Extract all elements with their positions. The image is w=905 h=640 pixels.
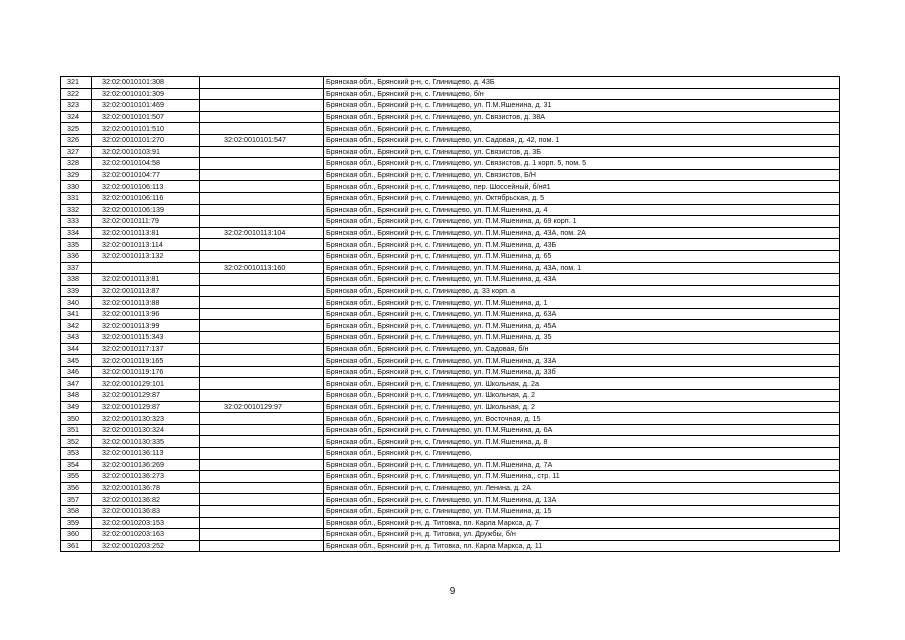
table-row xyxy=(61,181,840,193)
table-row xyxy=(61,332,840,344)
cadastral-number-cell: 32:02:0010136:78 xyxy=(92,482,200,494)
cadastral-number-cell: 32:02:0010104:58 xyxy=(92,158,200,170)
address-cell: Брянская обл., Брянский р-н, с. Глинищево, ул. Школьная, д. 2 xyxy=(324,401,840,413)
previous-number-cell xyxy=(200,285,324,297)
previous-number-cell xyxy=(200,529,324,541)
address-cell: Брянская обл., Брянский р-н, д. Титовка, ул. Дружбы, б/н xyxy=(324,529,840,541)
row-number-cell: 345 xyxy=(61,355,92,367)
row-number-cell: 329 xyxy=(61,169,92,181)
cadastral-number-cell: 32:02:0010130:335 xyxy=(92,436,200,448)
row-number-cell: 338 xyxy=(61,274,92,286)
address-cell: Брянская обл., Брянский р-н, с. Глинищево, ул. П.М.Яшенина, д. 4 xyxy=(324,204,840,216)
row-number-cell: 322 xyxy=(61,88,92,100)
row-number-cell: 330 xyxy=(61,181,92,193)
previous-number-cell xyxy=(200,123,324,135)
cadastral-number-cell: 32:02:0010113:81 xyxy=(92,227,200,239)
table-row xyxy=(61,146,840,158)
table-row xyxy=(61,505,840,517)
table-row xyxy=(61,274,840,286)
address-cell: Брянская обл., Брянский р-н, с. Глинищево, ул. П.М.Яшенина, д. 69 корп. 1 xyxy=(324,216,840,228)
previous-number-cell xyxy=(200,413,324,425)
address-cell: Брянская обл., Брянский р-н, с. Глинищево, ул. П.М.Яшенина, д. 33А xyxy=(324,355,840,367)
previous-number-cell: 32:02:0010101:547 xyxy=(200,134,324,146)
address-cell: Брянская обл., Брянский р-н, с. Глинищево, б/н xyxy=(324,88,840,100)
previous-number-cell xyxy=(200,111,324,123)
table-row xyxy=(61,285,840,297)
cadastral-number-cell: 32:02:0010115:343 xyxy=(92,332,200,344)
row-number-cell: 350 xyxy=(61,413,92,425)
table-row xyxy=(61,239,840,251)
cadastral-number-cell: 32:02:0010113:87 xyxy=(92,285,200,297)
cadastral-number-cell: 32:02:0010129:87 xyxy=(92,390,200,402)
property-table xyxy=(60,76,840,552)
address-cell: Брянская обл., Брянский р-н, с. Глинищево, ул. П.М.Яшенина, д. 43А xyxy=(324,274,840,286)
address-cell: Брянская обл., Брянский р-н, с. Глинищево, ул. Октябрьская, д. 5 xyxy=(324,192,840,204)
previous-number-cell: 32:02:0010113:104 xyxy=(200,227,324,239)
cadastral-number-cell: 32:02:0010129:87 xyxy=(92,401,200,413)
address-cell: Брянская обл., Брянский р-н, с. Глинищево, ул. Связистов, Б/Н xyxy=(324,169,840,181)
table-row xyxy=(61,482,840,494)
cadastral-number-cell: 32:02:0010136:269 xyxy=(92,459,200,471)
row-number-cell: 343 xyxy=(61,332,92,344)
row-number-cell: 357 xyxy=(61,494,92,506)
previous-number-cell xyxy=(200,436,324,448)
table-row xyxy=(61,77,840,89)
row-number-cell: 335 xyxy=(61,239,92,251)
table-row xyxy=(61,494,840,506)
table-row xyxy=(61,169,840,181)
previous-number-cell xyxy=(200,297,324,309)
previous-number-cell xyxy=(200,482,324,494)
table-row xyxy=(61,401,840,413)
cadastral-number-cell: 32:02:0010113:88 xyxy=(92,297,200,309)
cadastral-number-cell: 32:02:0010104:77 xyxy=(92,169,200,181)
table-row xyxy=(61,471,840,483)
previous-number-cell xyxy=(200,471,324,483)
address-cell: Брянская обл., Брянский р-н, с. Глинищево, ул. П.М.Яшенина, д. 31 xyxy=(324,100,840,112)
previous-number-cell xyxy=(200,77,324,89)
address-cell: Брянская обл., Брянский р-н, с. Глинищево, ул. Школьная, д. 2 xyxy=(324,390,840,402)
address-cell: Брянская обл., Брянский р-н, с. Глинищево, ул. П.М.Яшенина, д. 35 xyxy=(324,332,840,344)
cadastral-number-cell: 32:02:0010106:113 xyxy=(92,181,200,193)
table-row xyxy=(61,111,840,123)
row-number-cell: 337 xyxy=(61,262,92,274)
row-number-cell: 332 xyxy=(61,204,92,216)
previous-number-cell xyxy=(200,204,324,216)
address-cell: Брянская обл., Брянский р-н, с. Глинищево, ул. П.М.Яшенина, д. 6А xyxy=(324,424,840,436)
address-cell: Брянская обл., Брянский р-н, с. Глинищево, xyxy=(324,123,840,135)
address-cell: Брянская обл., Брянский р-н, с. Глинищево, ул. П.М.Яшенина, д. 43Б xyxy=(324,239,840,251)
address-cell: Брянская обл., Брянский р-н, с. Глинищево, xyxy=(324,448,840,460)
previous-number-cell xyxy=(200,390,324,402)
table-row xyxy=(61,448,840,460)
row-number-cell: 359 xyxy=(61,517,92,529)
previous-number-cell xyxy=(200,517,324,529)
row-number-cell: 339 xyxy=(61,285,92,297)
previous-number-cell xyxy=(200,448,324,460)
cadastral-number-cell xyxy=(92,262,200,274)
previous-number-cell xyxy=(200,494,324,506)
row-number-cell: 323 xyxy=(61,100,92,112)
row-number-cell: 341 xyxy=(61,308,92,320)
previous-number-cell xyxy=(200,274,324,286)
address-cell: Брянская обл., Брянский р-н, д. Титовка, пл. Карла Маркса, д. 7 xyxy=(324,517,840,529)
row-number-cell: 340 xyxy=(61,297,92,309)
table-row xyxy=(61,320,840,332)
address-cell: Брянская обл., Брянский р-н, с. Глинищево, ул. П.М.Яшенина, д. 8 xyxy=(324,436,840,448)
address-cell: Брянская обл., Брянский р-н, с. Глинищево, ул. Садовая, б/н xyxy=(324,343,840,355)
table-row xyxy=(61,540,840,552)
table-row xyxy=(61,343,840,355)
previous-number-cell xyxy=(200,343,324,355)
address-cell: Брянская обл., Брянский р-н, с. Глинищево, ул. П.М.Яшенина, д. 43А, пом. 2А xyxy=(324,227,840,239)
cadastral-number-cell: 32:02:0010103:91 xyxy=(92,146,200,158)
previous-number-cell xyxy=(200,366,324,378)
address-cell: Брянская обл., Брянский р-н, с. Глинищево, ул. Связистов, д. 1 корп. 5, пом. 5 xyxy=(324,158,840,170)
table-row xyxy=(61,459,840,471)
cadastral-number-cell: 32:02:0010113:99 xyxy=(92,320,200,332)
table-row xyxy=(61,413,840,425)
previous-number-cell xyxy=(200,459,324,471)
row-number-cell: 352 xyxy=(61,436,92,448)
address-cell: Брянская обл., Брянский р-н, с. Глинищево, ул. П.М.Яшенина, д. 45А xyxy=(324,320,840,332)
address-cell: Брянская обл., Брянский р-н, с. Глинищево, ул. Садовая, д. 42, пом. 1 xyxy=(324,134,840,146)
row-number-cell: 361 xyxy=(61,540,92,552)
row-number-cell: 342 xyxy=(61,320,92,332)
row-number-cell: 346 xyxy=(61,366,92,378)
row-number-cell: 324 xyxy=(61,111,92,123)
table-row xyxy=(61,227,840,239)
previous-number-cell xyxy=(200,250,324,262)
previous-number-cell xyxy=(200,355,324,367)
row-number-cell: 326 xyxy=(61,134,92,146)
table-row xyxy=(61,192,840,204)
address-cell: Брянская обл., Брянский р-н, с. Глинищево, ул. Связистов, д. 38А xyxy=(324,111,840,123)
cadastral-number-cell: 32:02:0010101:507 xyxy=(92,111,200,123)
previous-number-cell xyxy=(200,505,324,517)
table-body xyxy=(61,77,840,552)
cadastral-number-cell: 32:02:0010136:83 xyxy=(92,505,200,517)
cadastral-number-cell: 32:02:0010113:114 xyxy=(92,239,200,251)
address-cell: Брянская обл., Брянский р-н, с. Глинищево, ул. Школьная, д. 2а xyxy=(324,378,840,390)
table-row xyxy=(61,297,840,309)
previous-number-cell xyxy=(200,181,324,193)
cadastral-number-cell: 32:02:0010101:309 xyxy=(92,88,200,100)
address-cell: Брянская обл., Брянский р-н, д. Титовка, пл. Карла Маркса, д. 11 xyxy=(324,540,840,552)
row-number-cell: 351 xyxy=(61,424,92,436)
table-row xyxy=(61,88,840,100)
address-cell: Брянская обл., Брянский р-н, с. Глинищево, ул. П.М.Яшенина, д. 1 xyxy=(324,297,840,309)
cadastral-number-cell: 32:02:0010101:308 xyxy=(92,77,200,89)
address-cell: Брянская обл., Брянский р-н, с. Глинищево, ул. Восточная, д. 15 xyxy=(324,413,840,425)
cadastral-number-cell: 32:02:0010113:96 xyxy=(92,308,200,320)
previous-number-cell xyxy=(200,332,324,344)
previous-number-cell xyxy=(200,320,324,332)
table-row xyxy=(61,262,840,274)
previous-number-cell xyxy=(200,88,324,100)
address-cell: Брянская обл., Брянский р-н, с. Глинищево, пер. Шоссейный, б/н#1 xyxy=(324,181,840,193)
table-row xyxy=(61,308,840,320)
cadastral-number-cell: 32:02:0010136:273 xyxy=(92,471,200,483)
cadastral-number-cell: 32:02:0010119:176 xyxy=(92,366,200,378)
row-number-cell: 360 xyxy=(61,529,92,541)
table-row xyxy=(61,134,840,146)
previous-number-cell xyxy=(200,100,324,112)
table-row xyxy=(61,216,840,228)
address-cell: Брянская обл., Брянский р-н, с. Глинищево, ул. Связистов, д. 3Б xyxy=(324,146,840,158)
cadastral-number-cell: 32:02:0010129:101 xyxy=(92,378,200,390)
address-cell: Брянская обл., Брянский р-н, с. Глинищево, ул. П.М.Яшенина, д. 13А xyxy=(324,494,840,506)
cadastral-number-cell: 32:02:0010111:79 xyxy=(92,216,200,228)
cadastral-number-cell: 32:02:0010203:252 xyxy=(92,540,200,552)
address-cell: Брянская обл., Брянский р-н, с. Глинищево, ул. П.М.Яшенина, д. 33б xyxy=(324,366,840,378)
previous-number-cell xyxy=(200,308,324,320)
row-number-cell: 347 xyxy=(61,378,92,390)
cadastral-number-cell: 32:02:0010101:270 xyxy=(92,134,200,146)
cadastral-number-cell: 32:02:0010106:139 xyxy=(92,204,200,216)
cadastral-number-cell: 32:02:0010130:324 xyxy=(92,424,200,436)
row-number-cell: 334 xyxy=(61,227,92,239)
address-cell: Брянская обл., Брянский р-н, с. Глинищево, д. 33 корп. а xyxy=(324,285,840,297)
address-cell: Брянская обл., Брянский р-н, с. Глинищево, ул. П.М.Яшенина, д. 7А xyxy=(324,459,840,471)
table-row xyxy=(61,424,840,436)
cadastral-number-cell: 32:02:0010130:323 xyxy=(92,413,200,425)
row-number-cell: 356 xyxy=(61,482,92,494)
previous-number-cell xyxy=(200,424,324,436)
previous-number-cell: 32:02:0010113:160 xyxy=(200,262,324,274)
previous-number-cell xyxy=(200,239,324,251)
table-row xyxy=(61,366,840,378)
table-row xyxy=(61,355,840,367)
row-number-cell: 348 xyxy=(61,390,92,402)
table-row xyxy=(61,390,840,402)
row-number-cell: 325 xyxy=(61,123,92,135)
row-number-cell: 354 xyxy=(61,459,92,471)
cadastral-number-cell: 32:02:0010136:82 xyxy=(92,494,200,506)
previous-number-cell xyxy=(200,378,324,390)
cadastral-number-cell: 32:02:0010101:510 xyxy=(92,123,200,135)
row-number-cell: 355 xyxy=(61,471,92,483)
row-number-cell: 331 xyxy=(61,192,92,204)
previous-number-cell xyxy=(200,146,324,158)
table-row xyxy=(61,123,840,135)
previous-number-cell: 32:02:0010129:97 xyxy=(200,401,324,413)
address-cell: Брянская обл., Брянский р-н, с. Глинищево, ул. П.М.Яшенина, д. 43А, пом. 1 xyxy=(324,262,840,274)
table-row xyxy=(61,517,840,529)
previous-number-cell xyxy=(200,169,324,181)
table-row xyxy=(61,204,840,216)
address-cell: Брянская обл., Брянский р-н, с. Глинищево, ул. П.М.Яшенина, д. 63А xyxy=(324,308,840,320)
row-number-cell: 358 xyxy=(61,505,92,517)
table-row xyxy=(61,378,840,390)
cadastral-number-cell: 32:02:0010117:137 xyxy=(92,343,200,355)
cadastral-number-cell: 32:02:0010113:132 xyxy=(92,250,200,262)
address-cell: Брянская обл., Брянский р-н, с. Глинищево, ул. П.М.Яшенина, д. 15 xyxy=(324,505,840,517)
previous-number-cell xyxy=(200,216,324,228)
address-cell: Брянская обл., Брянский р-н, с. Глинищево, ул. П.М.Яшенина, д. 65 xyxy=(324,250,840,262)
cadastral-number-cell: 32:02:0010101:469 xyxy=(92,100,200,112)
table-row xyxy=(61,436,840,448)
cadastral-number-cell: 32:02:0010203:163 xyxy=(92,529,200,541)
row-number-cell: 328 xyxy=(61,158,92,170)
cadastral-number-cell: 32:02:0010203:153 xyxy=(92,517,200,529)
table-row xyxy=(61,529,840,541)
table-row xyxy=(61,100,840,112)
cadastral-number-cell: 32:02:0010106:116 xyxy=(92,192,200,204)
row-number-cell: 336 xyxy=(61,250,92,262)
previous-number-cell xyxy=(200,158,324,170)
cadastral-number-cell: 32:02:0010113:81 xyxy=(92,274,200,286)
address-cell: Брянская обл., Брянский р-н, с. Глинищево, ул. П.М.Яшенина,, стр. 11 xyxy=(324,471,840,483)
row-number-cell: 333 xyxy=(61,216,92,228)
page-number: 9 xyxy=(449,586,456,597)
address-cell: Брянская обл., Брянский р-н, с. Глинищево, ул. Ленина, д. 2А xyxy=(324,482,840,494)
address-cell: Брянская обл., Брянский р-н, с. Глинищево, д. 43Б xyxy=(324,77,840,89)
row-number-cell: 353 xyxy=(61,448,92,460)
row-number-cell: 321 xyxy=(61,77,92,89)
cadastral-number-cell: 32:02:0010136:113 xyxy=(92,448,200,460)
row-number-cell: 344 xyxy=(61,343,92,355)
table-row xyxy=(61,158,840,170)
previous-number-cell xyxy=(200,192,324,204)
cadastral-number-cell: 32:02:0010119:165 xyxy=(92,355,200,367)
table-row xyxy=(61,250,840,262)
row-number-cell: 349 xyxy=(61,401,92,413)
row-number-cell: 327 xyxy=(61,146,92,158)
previous-number-cell xyxy=(200,540,324,552)
